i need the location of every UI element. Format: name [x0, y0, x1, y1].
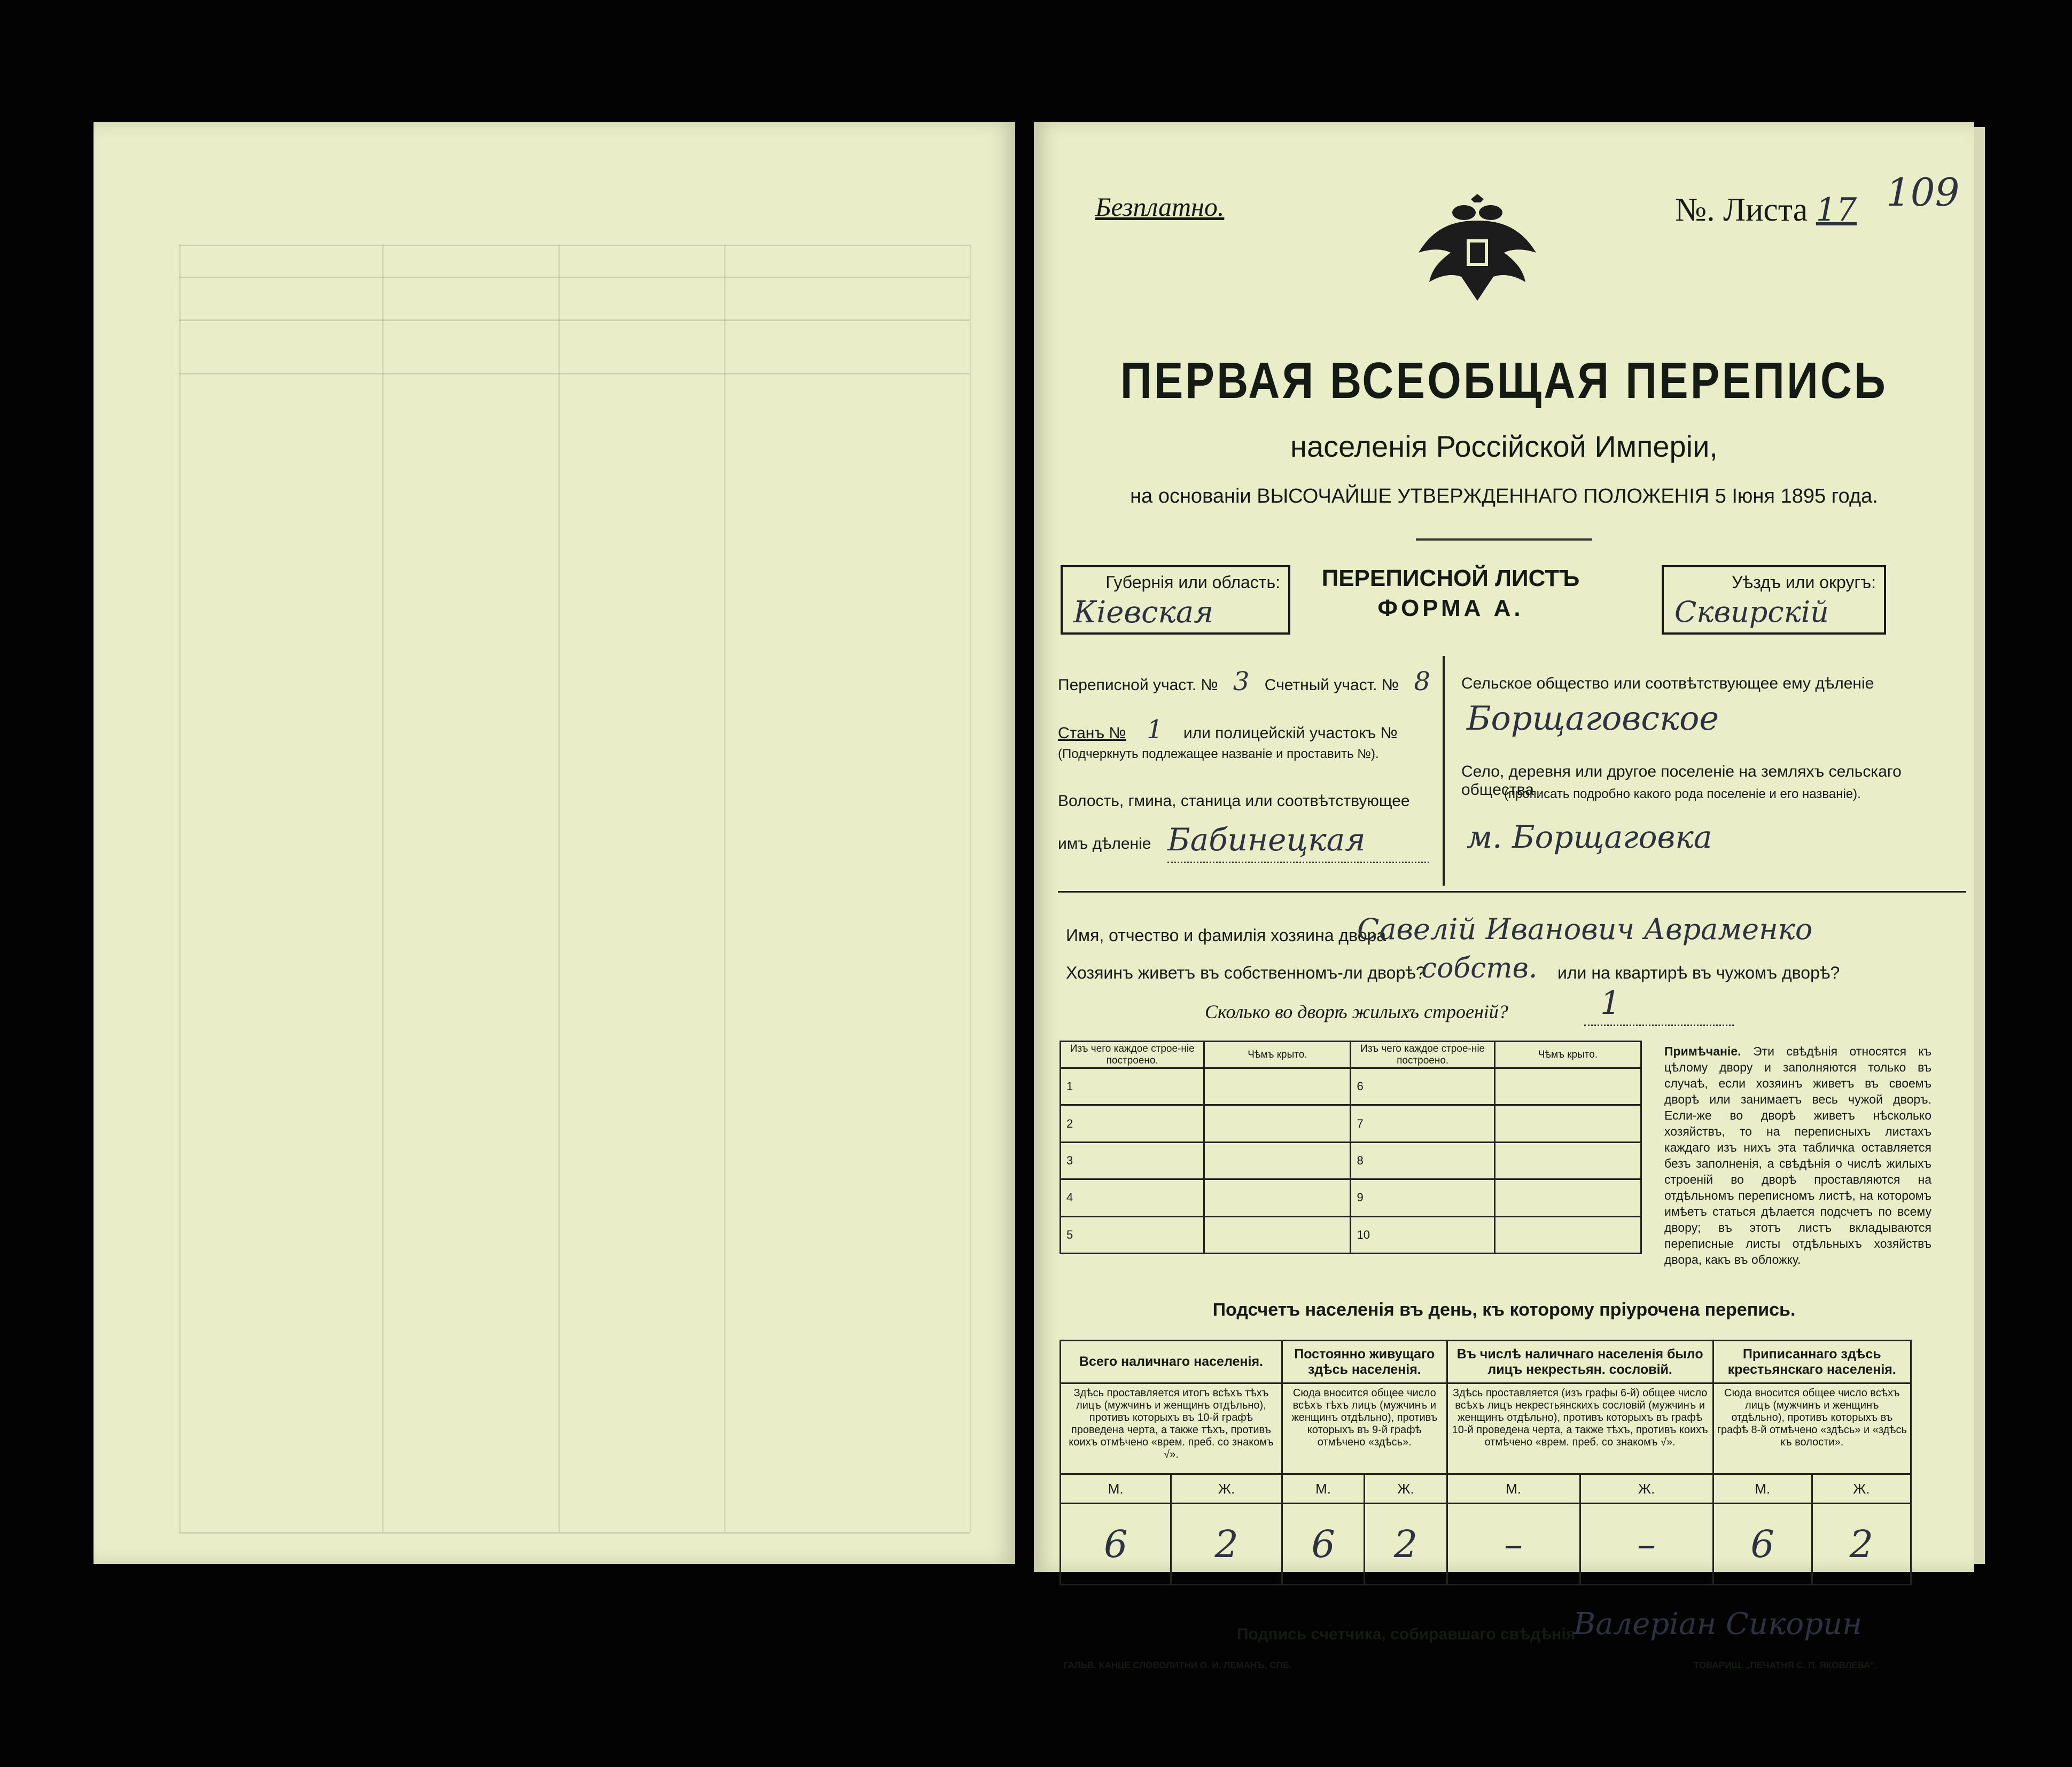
table-cell: 10 — [1351, 1216, 1494, 1253]
population-column-title: Въ числѣ наличнаго населенія было лицъ некрестьян. сословій. — [1447, 1341, 1713, 1383]
population-column-title: Приписаннаго здѣсь крестьянскаго населенія. — [1713, 1341, 1911, 1383]
printer-imprint-left: ГАЛЬВ. КАНЦЕ СЛОВОЛИТНИ О. И. ЛЕМАНЪ, СПБ. — [1063, 1660, 1292, 1670]
census-district-value: 3 — [1233, 667, 1250, 697]
male-label: М. — [1061, 1474, 1171, 1504]
male-label: М. — [1447, 1474, 1580, 1504]
stan-field — [1058, 715, 1432, 745]
sheet-number-value: 17 — [1816, 191, 1857, 229]
bleed-through-line — [558, 245, 560, 1532]
male-label: М. — [1713, 1474, 1812, 1504]
female-label: Ж. — [1171, 1474, 1282, 1504]
left-page — [94, 122, 1015, 1564]
bleed-through-line — [970, 245, 971, 1532]
village-label: Село, деревня или другое поселеніе на земляхъ сельскаго общества — [1461, 763, 1902, 799]
table-cell — [1494, 1179, 1641, 1216]
buildings-underline — [1584, 1025, 1734, 1026]
table-cell: 1 — [1061, 1068, 1204, 1105]
society-label: Сельское общество или соотвѣтствующее ему дѣленіе — [1461, 675, 1874, 692]
table-cell — [1204, 1179, 1351, 1216]
police-district-label: или полицейскій участокъ № — [1183, 724, 1398, 742]
ornament-divider — [1416, 538, 1592, 541]
male-count: – — [1447, 1504, 1580, 1585]
population-column-desc: Здѣсь проставляется (изъ графы 6-й) общее число всѣхъ лицъ некрестьянскихъ сословій (мужчинъ и женщинъ отдѣльно), противъ которыхъ въ графѣ 10-й проведена черта, а также тѣхъ, противъ коихъ отмѣчено «врем. преб. со знакомъ √». — [1447, 1383, 1713, 1474]
female-label: Ж. — [1365, 1474, 1447, 1504]
district-field — [1058, 667, 1432, 697]
buildings-table — [1060, 1041, 1642, 1254]
volost-value: Бабинецкая — [1167, 822, 1366, 858]
uezd-box — [1662, 565, 1886, 635]
table-cell: 5 — [1061, 1216, 1204, 1253]
bleed-through-line — [179, 373, 970, 374]
female-label: Ж. — [1812, 1474, 1911, 1504]
table-cell: 2 — [1061, 1105, 1204, 1142]
basis-prefix: на основаніи — [1130, 485, 1251, 507]
population-column-desc: Здѣсь проставляется итогъ всѣхъ тѣхъ лицъ (мужчинъ и женщинъ отдѣльно), противъ которыхъ въ 10-й графѣ проведена черта, а также тѣхъ, противъ коихъ отмѣчено «врем. преб. со знакомъ √». — [1061, 1383, 1282, 1474]
table-cell — [1494, 1142, 1641, 1179]
sheet-title: ПЕРЕПИСНОЙ ЛИСТЪ — [1321, 565, 1580, 591]
female-count: – — [1580, 1504, 1713, 1585]
sheet-form-title — [1312, 565, 1590, 622]
census-main-title: ПЕРВАЯ ВСЕОБЩАЯ ПЕРЕПИСЬ — [1120, 352, 1888, 409]
table-cell — [1204, 1142, 1351, 1179]
table-cell: 3 — [1061, 1142, 1204, 1179]
lives-own-label: Хозяинъ живетъ въ собственномъ-ли дворѣ? — [1066, 963, 1426, 982]
bleed-through-line — [179, 1532, 970, 1534]
free-label: Безплатно. — [1095, 192, 1225, 222]
census-subtitle: населенія Россійской Имперіи, — [1290, 429, 1718, 463]
printer-imprint-right: ТОВАРИЩ. „ПЕЧАТНЯ С. П. ЯКОВЛЕВА“. — [1694, 1660, 1878, 1670]
signature-label: Подпись счетчика, собиравшаго свѣдѣнія — [1237, 1625, 1576, 1643]
basis-caps: ВЫСОЧАЙШЕ УТВЕРЖДЕННАГО ПОЛОЖЕНІЯ — [1257, 485, 1710, 507]
signature-value: Валеріан Сикорин — [1574, 1607, 1863, 1641]
table-cell — [1204, 1068, 1351, 1105]
imperial-eagle-emblem — [1413, 189, 1541, 311]
buildings-label: Сколько во дворѣ жилыхъ строеній? — [1205, 1001, 1508, 1022]
male-count: 6 — [1282, 1504, 1364, 1585]
volost-underline — [1167, 862, 1429, 863]
basis-date: 5 Іюня 1895 года. — [1715, 485, 1878, 507]
village-note: (прописать подробно какого рода поселеніе и его названіе). — [1504, 787, 1861, 801]
population-heading: Подсчетъ населенія въ день, къ которому пріурочена перепись. — [1212, 1300, 1796, 1320]
volost-label-2: имъ дѣленіе — [1058, 835, 1151, 853]
census-basis-line — [1034, 485, 1974, 508]
archive-page-number: 109 — [1886, 170, 1960, 215]
table-cell — [1494, 1105, 1641, 1142]
owner-value: Савелій Иванович Авраменко — [1357, 912, 1813, 946]
table-cell: 8 — [1351, 1142, 1494, 1179]
sheet-number-label: №. Листа — [1675, 192, 1808, 228]
female-label: Ж. — [1580, 1474, 1713, 1504]
census-district-label: Переписной участ. № — [1058, 676, 1218, 694]
stan-value: 1 — [1146, 715, 1163, 745]
population-column-desc: Сюда вносится общее число всѣхъ лицъ (мужчинъ и женщинъ отдѣльно), противъ которыхъ въ графѣ 8-й отмѣчено «здѣсь» и «здѣсь къ волости». — [1713, 1383, 1911, 1474]
population-column-title: Постоянно живущаго здѣсь населенія. — [1282, 1341, 1447, 1383]
male-count: 6 — [1713, 1504, 1812, 1585]
village-value: м. Борщаговка — [1467, 819, 1712, 855]
count-district-label: Счетный участ. № — [1264, 676, 1399, 694]
table-cell — [1204, 1216, 1351, 1253]
lives-rented-label: или на квартирѣ въ чужомъ дворѣ? — [1557, 963, 1840, 982]
female-count: 2 — [1812, 1504, 1911, 1585]
buildings-value: 1 — [1600, 984, 1621, 1022]
table-header-cell: Чѣмъ крыто. — [1204, 1042, 1351, 1068]
bleed-through-line — [724, 245, 726, 1532]
gubernia-label: Губернія или область: — [1105, 573, 1280, 592]
male-label: М. — [1282, 1474, 1364, 1504]
gubernia-box — [1061, 565, 1290, 635]
bleed-through-line — [179, 319, 970, 321]
gubernia-value: Кіевская — [1073, 595, 1214, 630]
table-header-cell: Чѣмъ крыто. — [1494, 1042, 1641, 1068]
bleed-through-line — [179, 245, 181, 1532]
table-cell: 6 — [1351, 1068, 1494, 1105]
count-district-value: 8 — [1414, 667, 1430, 697]
census-form-page — [1034, 122, 1974, 1670]
bleed-through-line — [179, 277, 970, 278]
note-block — [1664, 1043, 1931, 1268]
society-value: Борщаговское — [1467, 699, 1719, 738]
male-count: 6 — [1061, 1504, 1171, 1585]
stan-note: (Подчеркнуть подлежащее названіе и проставить №). — [1058, 747, 1379, 761]
page-edge — [1974, 127, 1985, 1564]
note-text: Эти свѣдѣнія относятся къ цѣлому двору и заполняются только въ случаѣ, если хозяинъ живетъ въ своемъ дворѣ или занимаетъ весь чужой дворъ. Если-же во дворѣ живетъ нѣсколько хозяйствъ, то на переписныхъ листахъ каждаго изъ нихъ эта табличка оставляется безъ заполненія, а свѣдѣнія о числѣ жилыхъ строеній во дворѣ проставляются на отдѣльномъ переписномъ листѣ, на которомъ имѣетъ статься дѣлается подсчетъ по всему двору; въ этотъ листъ вкладываются переписные листы отдѣльныхъ хозяйствъ двора, какъ въ обложку. — [1664, 1044, 1931, 1266]
stan-label: Станъ № — [1058, 724, 1126, 742]
lives-value: собств. — [1421, 952, 1538, 984]
bleed-through-line — [179, 245, 970, 246]
column-divider — [1443, 656, 1445, 886]
female-count: 2 — [1365, 1504, 1447, 1585]
uezd-value: Сквирскій — [1674, 595, 1829, 629]
form-title: ФОРМА А. — [1377, 595, 1524, 621]
owner-label: Имя, отчество и фамилія хозяина двора — [1066, 926, 1386, 945]
table-cell: 7 — [1351, 1105, 1494, 1142]
note-lead: Примѣчаніе. — [1664, 1044, 1741, 1058]
table-cell — [1494, 1216, 1641, 1253]
table-header-cell: Изъ чего каждое строе-ніе построено. — [1351, 1042, 1494, 1068]
table-cell — [1494, 1068, 1641, 1105]
bleed-through-line — [382, 245, 384, 1532]
population-column-title: Всего наличнаго населенія. — [1061, 1341, 1282, 1383]
table-header-cell: Изъ чего каждое строе-ніе построено. — [1061, 1042, 1204, 1068]
population-table — [1060, 1340, 1912, 1585]
uezd-label: Уѣздъ или округъ: — [1732, 573, 1876, 592]
volost-label: Волость, гмина, станица или соотвѣтствующее — [1058, 792, 1410, 810]
population-column-desc: Сюда вносится общее число всѣхъ тѣхъ лицъ (мужчинъ и женщинъ отдѣльно), противъ которыхъ въ 9-й графѣ отмѣчено «здѣсь». — [1282, 1383, 1447, 1474]
table-cell: 4 — [1061, 1179, 1204, 1216]
table-cell — [1204, 1105, 1351, 1142]
table-cell: 9 — [1351, 1179, 1494, 1216]
fields-rule — [1058, 891, 1966, 893]
female-count: 2 — [1171, 1504, 1282, 1585]
